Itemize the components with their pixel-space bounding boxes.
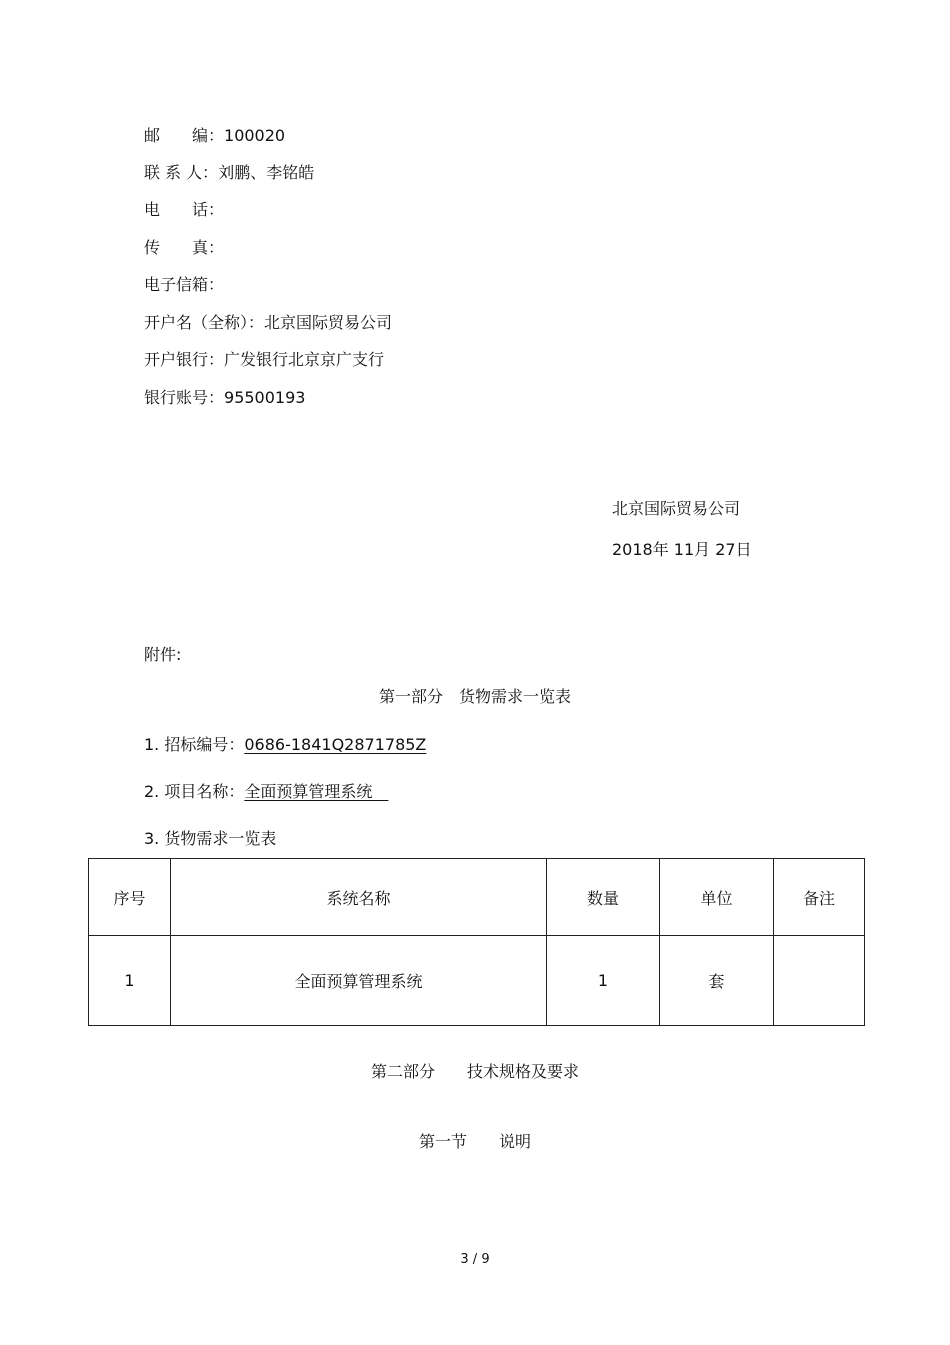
project-name-label: 2. 项目名称： bbox=[144, 782, 245, 801]
account-number-value: 95500193 bbox=[224, 388, 306, 407]
signature-company: 北京国际贸易公司 bbox=[612, 499, 741, 518]
cell-system-name: 全面预算管理系统 bbox=[171, 936, 547, 1026]
bank-value: 广发银行北京京广支行 bbox=[224, 350, 385, 369]
part2-title: 第二部分 技术规格及要求 bbox=[370, 1062, 579, 1081]
header-index: 序号 bbox=[89, 859, 171, 936]
postcode-value: 100020 bbox=[224, 126, 286, 145]
tender-number-label: 1. 招标编号： bbox=[144, 735, 245, 754]
goods-list-heading: 3. 货物需求一览表 bbox=[144, 829, 277, 848]
part1-title: 第一部分 货物需求一览表 bbox=[378, 687, 571, 706]
postcode-label: 邮 编： bbox=[144, 126, 225, 145]
project-name-line bbox=[144, 782, 388, 802]
tender-number-value: 0686-1841Q2871785Z bbox=[244, 735, 427, 754]
project-name-value: 全面预算管理系统 bbox=[244, 782, 389, 801]
fax-line bbox=[144, 238, 224, 258]
email-line bbox=[144, 275, 224, 295]
cell-quantity: 1 bbox=[547, 936, 660, 1026]
header-system-name: 系统名称 bbox=[171, 859, 547, 936]
account-number-line bbox=[144, 388, 305, 408]
contact-person-line bbox=[144, 163, 314, 183]
tender-number-line bbox=[144, 735, 426, 755]
fax-label: 传 真： bbox=[144, 238, 225, 257]
table-row bbox=[89, 936, 865, 1026]
table-header-row bbox=[89, 859, 865, 936]
cell-index: 1 bbox=[89, 936, 171, 1026]
cell-remarks bbox=[774, 936, 865, 1026]
email-label: 电子信箱： bbox=[144, 275, 225, 294]
section1-title: 第一节 说明 bbox=[418, 1132, 531, 1151]
goods-requirement-table bbox=[88, 858, 865, 1026]
header-quantity: 数量 bbox=[547, 859, 660, 936]
contact-person-value: 刘鹏、李铭皓 bbox=[218, 163, 315, 182]
account-name-line bbox=[144, 313, 392, 333]
phone-line bbox=[144, 200, 224, 220]
account-name-value: 北京国际贸易公司 bbox=[264, 313, 393, 332]
header-remarks: 备注 bbox=[774, 859, 865, 936]
signature-date: 2018年 11月 27日 bbox=[612, 540, 752, 559]
bank-line bbox=[144, 350, 384, 370]
cell-unit: 套 bbox=[660, 936, 774, 1026]
page-number: 3 / 9 bbox=[460, 1252, 490, 1267]
account-name-label: 开户名（全称）： bbox=[144, 313, 265, 332]
bank-label: 开户银行： bbox=[144, 350, 225, 369]
header-unit: 单位 bbox=[660, 859, 774, 936]
phone-label: 电 话： bbox=[144, 200, 225, 219]
contact-person-label: 联 系 人： bbox=[144, 163, 219, 182]
postcode-line bbox=[144, 126, 285, 146]
account-number-label: 银行账号： bbox=[144, 388, 225, 407]
attachment-label: 附件: bbox=[144, 645, 182, 664]
